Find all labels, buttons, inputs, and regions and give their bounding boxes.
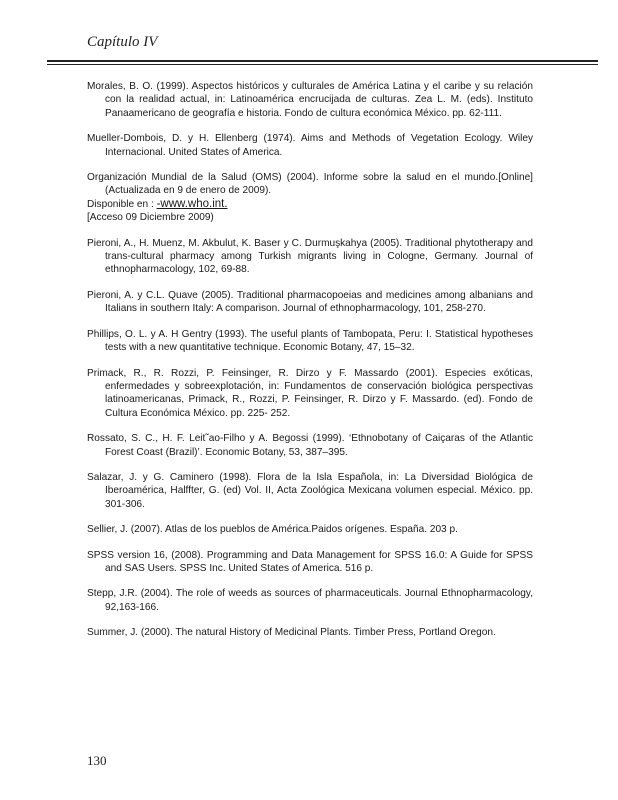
reference-oms-access: [Acceso 09 Diciembre 2009): [87, 212, 214, 224]
reference-morales: Morales, B. O. (1999). Aspectos históricos y culturales de América Latina y el caribe y su relación con la realidad actual, in: Latinoamérica encrucijada de culturas. Zea L. M. (eds). Instituto Panaamericano de geografía e historia. Fondo de cultura económica México. pp. 62-111.: [87, 81, 533, 119]
reference-pieroni-2005a: Pieroni, A., H. Muenz, M. Akbulut, K. Baser y C. Durmuşkahya (2005). Traditional phytotherapy and trans-cultural pharmacy among Turkish migrants living in Cologne, Germany. Journal of ethnopharmacology, 102, 69-88.: [87, 237, 533, 276]
reference-phillips: Phillips, O. L. y A. H Gentry (1993). The useful plants of Tambopata, Peru: I. Statistical hypotheses tests with a new quantitative technique. Economic Botany, 47, 15–32.: [87, 328, 533, 354]
reference-oms-text: Organización Mundial de la Salud (OMS) (2004). Informe sobre la salud en el mundo.[Online] (Actualizada en 9 de enero de 2009).: [87, 172, 533, 197]
reference-list: [87, 80, 533, 640]
reference-mueller-dombois: Mueller-Dombois, D. y H. Ellenberg (1974). Aims and Methods of Vegetation Ecology. Wiley Internacional. United States of America.: [87, 133, 533, 158]
reference-sellier: Sellier, J. (2007). Atlas de los pueblos de América.Paidos orígenes. España. 203 p.: [87, 524, 458, 536]
reference-salazar: Salazar, J. y G. Caminero (1998). Flora de la Isla Española, in: La Diversidad Biológica de Iberoamérica, Halffter, G. (ed) Vol. II, Acta Zoológica Mexicana volumen especial. México. pp. 301-306.: [87, 471, 533, 510]
header-rule-thin: [47, 64, 598, 65]
reference-oms: [87, 171, 533, 225]
reference-stepp: Stepp, J.R. (2004). The role of weeds as sources of pharmaceuticals. Journal Ethnopharmacology, 92,163-166.: [87, 588, 533, 613]
available-label: Disponible en :: [87, 198, 154, 210]
who-link[interactable]: -www.who.int.: [156, 197, 228, 210]
reference-spss: SPSS version 16, (2008). Programming and Data Management for SPSS 16.0: A Guide for SPSS and SAS Users. SPSS Inc. United States of America. 516 p.: [87, 549, 533, 574]
reference-summer: Summer, J. (2000). The natural History of Medicinal Plants. Timber Press, Portland Oregon.: [87, 627, 496, 639]
header-rule-thick: [47, 60, 598, 62]
reference-oms-available: [87, 197, 533, 211]
reference-rossato: Rossato, S. C., H. F. Leit˜ao-Filho y A. Begossi (1999). ‘Ethnobotany of Caiçaras of the Atlantic Forest Coast (Brazil)’. Economic Botany, 53, 387–395.: [87, 433, 533, 458]
page-header: Capítulo IV: [87, 34, 158, 50]
reference-primack: Primack, R., R. Rozzi, P. Feinsinger, R. Dirzo y F. Massardo (2001). Especies exóticas, enfermedades y sobreexplotación, in: Fundamentos de conservación biológica perspectivas latinoamericanas, Primack, R., Rozzi, P. Feinsinger, R. Dirzo y F. Massardo. (ed). Fondo de Cultura Económica México. pp. 225- 252.: [87, 367, 533, 419]
page-number: 130: [87, 753, 107, 768]
reference-pieroni-2005b: Pieroni, A. y C.L. Quave (2005). Traditional pharmacopoeias and medicines among albanians and Italians in southern Italy: A comparison. Journal of ethnopharmacology, 101, 258-270.: [87, 289, 533, 315]
